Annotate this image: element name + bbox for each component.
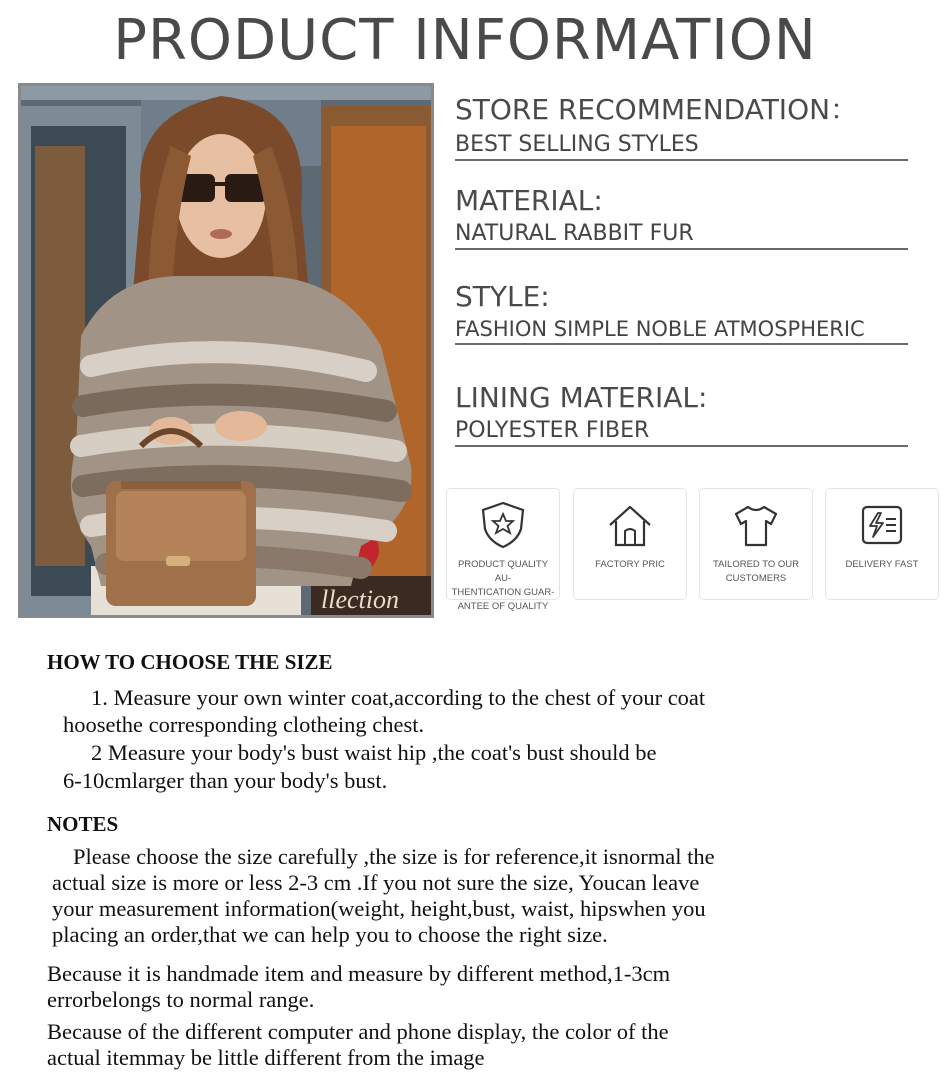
notes-heading: NOTES: [47, 812, 119, 836]
feature-tailored: [699, 488, 813, 600]
tshirt-icon: [730, 499, 782, 551]
feature-text: THENTICATION GUAR-: [451, 587, 555, 598]
page-title: PRODUCT INFORMATION: [113, 8, 817, 73]
info-store-recommendation: [455, 88, 910, 161]
info-material: [455, 184, 910, 250]
feature-quality: [446, 488, 560, 612]
product-photo: [18, 83, 434, 618]
feature-text: CUSTOMERS: [725, 573, 787, 584]
notes-line: errorbelongs to normal range.: [47, 987, 315, 1012]
notes-line: Because it is handmade item and measure by different method,1-3cm: [47, 961, 671, 986]
info-style: [455, 280, 910, 345]
feature-factory-price: [573, 488, 687, 600]
size-guide-line: 6-10cmlarger than your body's bust.: [63, 768, 388, 793]
notes-line: Because of the different computer and phone display, the color of the: [47, 1019, 669, 1044]
info-value: FASHION SIMPLE NOBLE ATMOSPHERIC: [455, 317, 865, 341]
info-label: LINING MATERIAL:: [455, 381, 708, 414]
size-guide-line: hoosethe corresponding clotheing chest.: [63, 712, 425, 737]
size-guide-heading: HOW TO CHOOSE THE SIZE: [47, 650, 333, 674]
info-label: MATERIAL:: [455, 184, 603, 217]
feature-delivery: [825, 488, 939, 600]
info-value: POLYESTER FIBER: [455, 418, 650, 443]
divider: [455, 248, 908, 250]
shop-sign-text: llection: [321, 585, 399, 614]
feature-text: DELIVERY FAST: [845, 559, 919, 570]
info-lining-material: [455, 381, 910, 447]
feature-text: ANTEE OF QUALITY: [457, 601, 549, 612]
notes-line: placing an order,that we can help you to choose the right size.: [52, 922, 608, 947]
divider: [455, 159, 908, 161]
info-value: BEST SELLING STYLES: [455, 132, 699, 157]
info-label: STYLE:: [455, 280, 550, 313]
notes-line: your measurement information(weight, height,bust, waist, hipswhen you: [52, 896, 706, 921]
notes-line: actual itemmay be little different from the image: [47, 1045, 485, 1070]
house-icon: [604, 499, 656, 551]
divider: [455, 445, 908, 447]
feature-text: TAILORED TO OUR: [712, 559, 800, 570]
feature-text: FACTORY PRIC: [595, 559, 665, 570]
notes-line: actual size is more or less 2-3 cm .If you not sure the size, Youcan leave: [52, 870, 700, 895]
size-guide-line: 2 Measure your body's bust waist hip ,the coat's bust should be: [91, 740, 657, 765]
divider: [455, 343, 908, 345]
lightning-icon: [856, 499, 908, 551]
info-label: STORE RECOMMENDATION：: [455, 93, 859, 126]
size-guide-line: 1. Measure your own winter coat,according to the chest of your coat: [91, 685, 706, 710]
feature-text: PRODUCT QUALITY AU-: [457, 559, 549, 584]
notes-line: Please choose the size carefully ,the size is for reference,it isnormal the: [73, 844, 715, 869]
shield-star-icon: [477, 499, 529, 551]
info-value: NATURAL RABBIT FUR: [455, 221, 694, 246]
